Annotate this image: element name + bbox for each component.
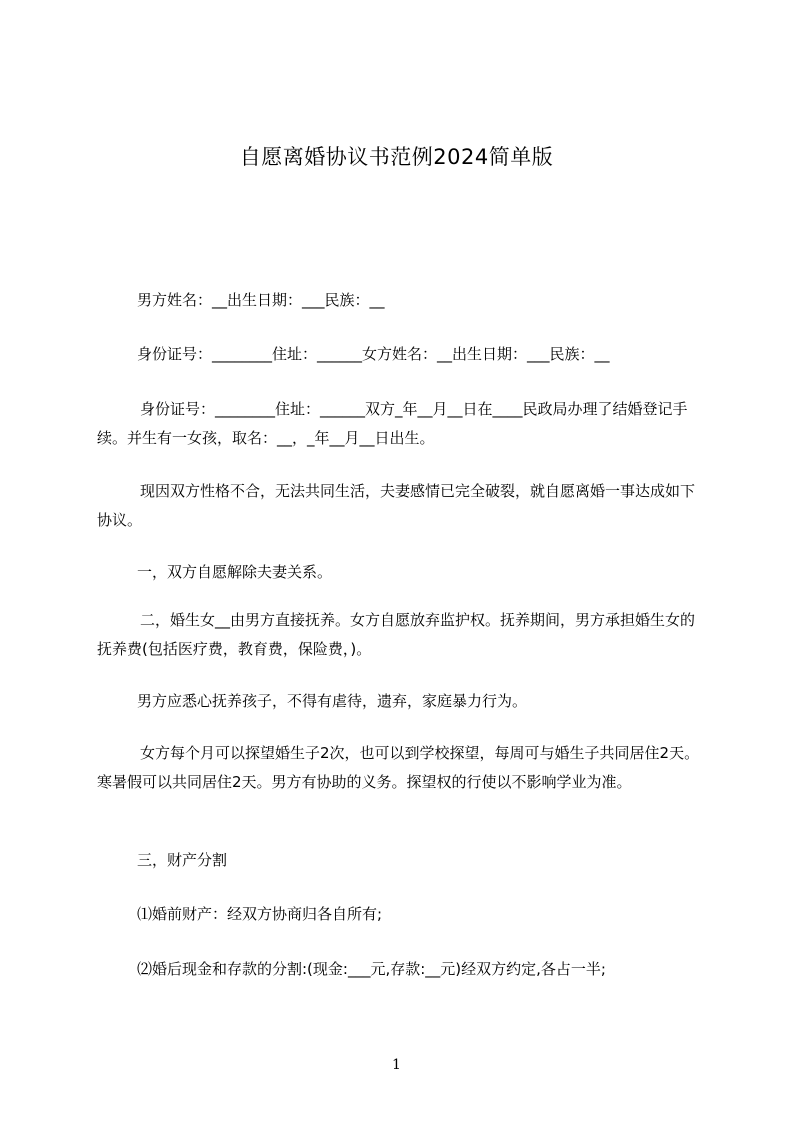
paragraph-male-info: 男方姓名：__出生日期：___民族：__ (137, 291, 385, 309)
paragraph-cash-deposits: ⑵婚后现金和存款的分割:(现金:___元,存款:__元)经双方约定,各占一半; (137, 960, 606, 978)
page-number: 1 (392, 1057, 401, 1073)
paragraph-care-duty: 男方应悉心抚养孩子，不得有虐待，遗弃，家庭暴力行为。 (137, 692, 528, 710)
paragraph-clause-3-heading: 三，财产分割 (137, 851, 228, 869)
paragraph-clause-2: 二，婚生女__由男方直接抚养。女方自愿放弃监护权。抚养期间，男方承担婚生女的抚养费(包括医疗费，教育费，保险费，)。 (97, 611, 696, 658)
document-title: 自愿离婚协议书范例2024简单版 (239, 145, 554, 169)
paragraph-premarital-property: ⑴婚前财产：经双方协商归各自所有; (137, 905, 383, 923)
paragraph-marriage-registration: 身份证号：________住址：______双方_年__月__日在____民政局办理了结婚登记手续。并生有一女孩，取名：__，_年__月__日出生。 (97, 400, 688, 447)
paragraph-female-info: 身份证号：________住址：______女方姓名：__出生日期：___民族：__ (137, 345, 610, 363)
paragraph-clause-1: 一，双方自愿解除夫妻关系。 (137, 563, 333, 581)
paragraph-visitation: 女方每个月可以探望婚生子2次，也可以到学校探望，每周可与婚生子共同居住2天。寒暑假可以共同居住2天。男方有协助的义务。探望权的行使以不影响学业为准。 (97, 744, 700, 791)
paragraph-reason: 现因双方性格不合，无法共同生活，夫妻感情已完全破裂，就自愿离婚一事达成如下协议。 (97, 482, 696, 529)
